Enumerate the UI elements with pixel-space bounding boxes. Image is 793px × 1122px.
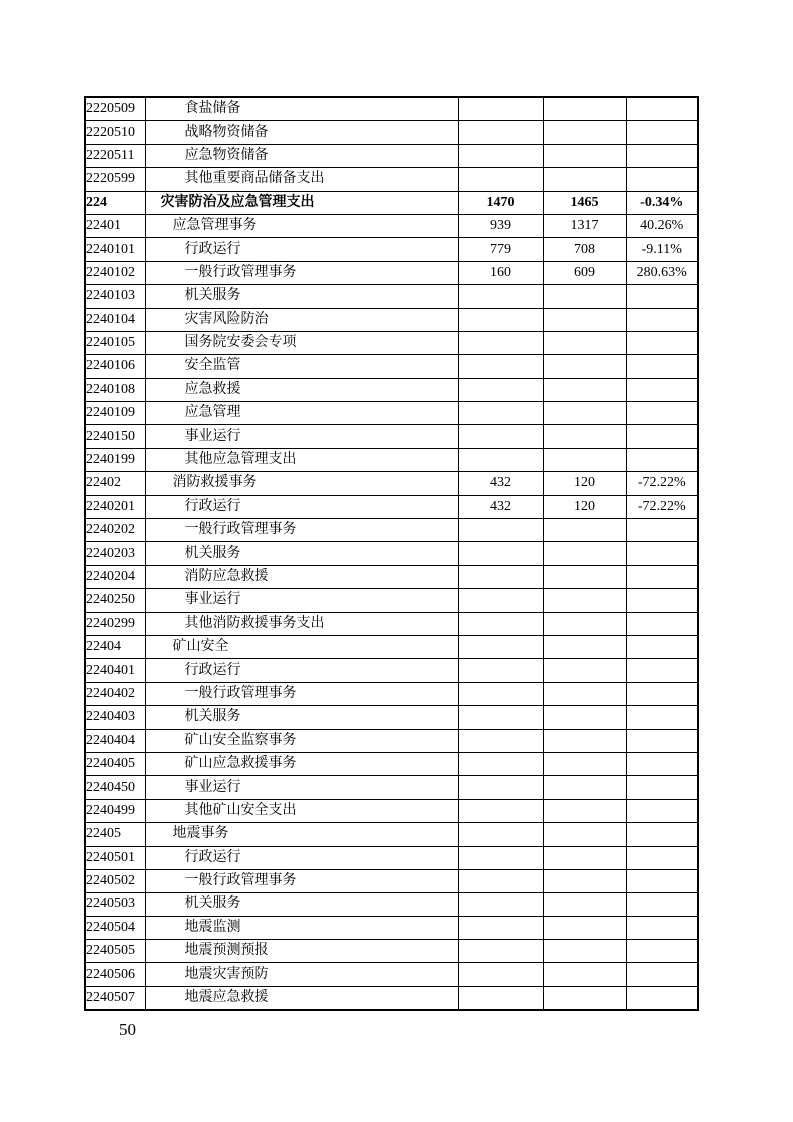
name-cell: 机关服务 <box>145 285 458 308</box>
value-cell: 120 <box>543 495 626 518</box>
value-cell <box>458 635 543 658</box>
code-cell: 2240507 <box>85 986 145 1010</box>
value-cell <box>626 402 698 425</box>
code-cell: 2240504 <box>85 916 145 939</box>
value-cell <box>543 776 626 799</box>
value-cell <box>458 285 543 308</box>
value-cell <box>543 799 626 822</box>
name-cell: 行政运行 <box>145 495 458 518</box>
name-cell: 地震应急救援 <box>145 986 458 1010</box>
value-cell <box>458 448 543 471</box>
value-cell <box>458 916 543 939</box>
name-cell: 消防救援事务 <box>145 472 458 495</box>
value-cell <box>543 963 626 986</box>
name-cell: 食盐储备 <box>145 97 458 121</box>
value-cell <box>543 823 626 846</box>
value-cell: 609 <box>543 261 626 284</box>
name-cell: 矿山应急救援事务 <box>145 752 458 775</box>
value-cell <box>626 97 698 121</box>
value-cell <box>626 963 698 986</box>
code-cell: 2240401 <box>85 659 145 682</box>
table-row <box>85 940 698 963</box>
code-cell: 2220599 <box>85 168 145 191</box>
value-cell <box>543 144 626 167</box>
table-row <box>85 308 698 331</box>
table-row <box>85 331 698 354</box>
code-cell: 2240506 <box>85 963 145 986</box>
value-cell <box>543 612 626 635</box>
table-row <box>85 542 698 565</box>
table-row <box>85 97 698 121</box>
name-cell: 地震事务 <box>145 823 458 846</box>
code-cell: 2240501 <box>85 846 145 869</box>
table-row <box>85 729 698 752</box>
code-cell: 2220510 <box>85 121 145 144</box>
code-cell: 2220509 <box>85 97 145 121</box>
name-cell: 灾害防治及应急管理支出 <box>145 191 458 214</box>
value-cell: -72.22% <box>626 472 698 495</box>
name-cell: 应急管理事务 <box>145 214 458 237</box>
value-cell <box>458 519 543 542</box>
value-cell <box>543 97 626 121</box>
budget-table <box>84 96 699 1011</box>
value-cell <box>626 752 698 775</box>
value-cell <box>458 565 543 588</box>
code-cell: 2240499 <box>85 799 145 822</box>
table-row <box>85 635 698 658</box>
name-cell: 机关服务 <box>145 706 458 729</box>
name-cell: 地震监测 <box>145 916 458 939</box>
value-cell: 432 <box>458 495 543 518</box>
table-row <box>85 168 698 191</box>
table-row <box>85 893 698 916</box>
value-cell <box>543 893 626 916</box>
value-cell <box>458 612 543 635</box>
code-cell: 2240101 <box>85 238 145 261</box>
name-cell: 国务院安委会专项 <box>145 331 458 354</box>
value-cell <box>458 308 543 331</box>
table-row <box>85 659 698 682</box>
code-cell: 2240104 <box>85 308 145 331</box>
value-cell <box>458 940 543 963</box>
value-cell <box>458 378 543 401</box>
table-row <box>85 495 698 518</box>
table-row <box>85 448 698 471</box>
value-cell <box>458 776 543 799</box>
value-cell <box>458 963 543 986</box>
value-cell <box>543 448 626 471</box>
name-cell: 应急救援 <box>145 378 458 401</box>
value-cell <box>543 308 626 331</box>
value-cell <box>626 776 698 799</box>
table-row <box>85 402 698 425</box>
table-row <box>85 472 698 495</box>
value-cell <box>543 706 626 729</box>
value-cell <box>626 565 698 588</box>
code-cell: 2220511 <box>85 144 145 167</box>
name-cell: 其他消防救援事务支出 <box>145 612 458 635</box>
table-row <box>85 191 698 214</box>
code-cell: 2240150 <box>85 425 145 448</box>
value-cell <box>626 121 698 144</box>
value-cell <box>458 682 543 705</box>
name-cell: 消防应急救援 <box>145 565 458 588</box>
value-cell <box>626 986 698 1010</box>
name-cell: 行政运行 <box>145 659 458 682</box>
value-cell <box>543 916 626 939</box>
table-row <box>85 682 698 705</box>
table-row <box>85 519 698 542</box>
code-cell: 2240199 <box>85 448 145 471</box>
code-cell: 2240450 <box>85 776 145 799</box>
code-cell: 2240505 <box>85 940 145 963</box>
code-cell: 224 <box>85 191 145 214</box>
value-cell <box>543 565 626 588</box>
value-cell <box>543 940 626 963</box>
value-cell <box>458 168 543 191</box>
table-row <box>85 285 698 308</box>
value-cell <box>543 635 626 658</box>
value-cell <box>458 893 543 916</box>
value-cell <box>626 378 698 401</box>
name-cell: 事业运行 <box>145 776 458 799</box>
page-number: 50 <box>119 1020 136 1039</box>
table-row <box>85 214 698 237</box>
code-cell: 2240103 <box>85 285 145 308</box>
value-cell <box>543 121 626 144</box>
value-cell <box>543 986 626 1010</box>
code-cell: 2240102 <box>85 261 145 284</box>
budget-table-body <box>85 97 698 1010</box>
code-cell: 22405 <box>85 823 145 846</box>
name-cell: 一般行政管理事务 <box>145 869 458 892</box>
name-cell: 应急管理 <box>145 402 458 425</box>
value-cell <box>458 823 543 846</box>
table-row <box>85 425 698 448</box>
name-cell: 地震灾害预防 <box>145 963 458 986</box>
code-cell: 2240204 <box>85 565 145 588</box>
table-row <box>85 846 698 869</box>
value-cell <box>626 635 698 658</box>
code-cell: 2240299 <box>85 612 145 635</box>
value-cell <box>626 916 698 939</box>
value-cell <box>458 846 543 869</box>
table-row <box>85 144 698 167</box>
code-cell: 2240403 <box>85 706 145 729</box>
value-cell <box>458 986 543 1010</box>
table-row <box>85 752 698 775</box>
value-cell <box>626 846 698 869</box>
code-cell: 22402 <box>85 472 145 495</box>
code-cell: 2240250 <box>85 589 145 612</box>
code-cell: 2240404 <box>85 729 145 752</box>
name-cell: 其他矿山安全支出 <box>145 799 458 822</box>
code-cell: 2240405 <box>85 752 145 775</box>
value-cell <box>626 659 698 682</box>
value-cell <box>458 542 543 565</box>
value-cell <box>626 308 698 331</box>
value-cell: 1465 <box>543 191 626 214</box>
value-cell <box>626 448 698 471</box>
value-cell <box>626 799 698 822</box>
value-cell <box>626 425 698 448</box>
name-cell: 行政运行 <box>145 238 458 261</box>
value-cell <box>458 799 543 822</box>
value-cell <box>458 144 543 167</box>
table-row <box>85 121 698 144</box>
value-cell <box>458 659 543 682</box>
value-cell <box>458 355 543 378</box>
value-cell <box>543 659 626 682</box>
value-cell <box>626 168 698 191</box>
value-cell: 160 <box>458 261 543 284</box>
value-cell <box>458 729 543 752</box>
value-cell <box>626 285 698 308</box>
table-row <box>85 963 698 986</box>
name-cell: 灾害风险防治 <box>145 308 458 331</box>
table-row <box>85 589 698 612</box>
table-row <box>85 869 698 892</box>
name-cell: 事业运行 <box>145 589 458 612</box>
table-row <box>85 916 698 939</box>
value-cell <box>626 612 698 635</box>
value-cell <box>626 331 698 354</box>
value-cell <box>543 682 626 705</box>
value-cell <box>543 542 626 565</box>
name-cell: 行政运行 <box>145 846 458 869</box>
name-cell: 地震预测预报 <box>145 940 458 963</box>
value-cell: 779 <box>458 238 543 261</box>
value-cell <box>626 869 698 892</box>
table-row <box>85 823 698 846</box>
value-cell <box>626 940 698 963</box>
value-cell <box>458 869 543 892</box>
value-cell <box>458 425 543 448</box>
value-cell <box>458 331 543 354</box>
value-cell <box>543 846 626 869</box>
table-row <box>85 238 698 261</box>
name-cell: 一般行政管理事务 <box>145 519 458 542</box>
name-cell: 安全监管 <box>145 355 458 378</box>
value-cell <box>626 893 698 916</box>
value-cell: -9.11% <box>626 238 698 261</box>
value-cell: 708 <box>543 238 626 261</box>
name-cell: 机关服务 <box>145 893 458 916</box>
value-cell: -72.22% <box>626 495 698 518</box>
value-cell: 1317 <box>543 214 626 237</box>
value-cell <box>458 752 543 775</box>
code-cell: 2240202 <box>85 519 145 542</box>
value-cell <box>626 355 698 378</box>
table-row <box>85 261 698 284</box>
value-cell <box>626 682 698 705</box>
value-cell <box>626 823 698 846</box>
table-row <box>85 565 698 588</box>
value-cell <box>543 869 626 892</box>
code-cell: 2240106 <box>85 355 145 378</box>
name-cell: 战略物资储备 <box>145 121 458 144</box>
value-cell <box>543 519 626 542</box>
value-cell <box>543 729 626 752</box>
name-cell: 其他应急管理支出 <box>145 448 458 471</box>
value-cell <box>458 97 543 121</box>
code-cell: 22401 <box>85 214 145 237</box>
value-cell: 40.26% <box>626 214 698 237</box>
table-row <box>85 986 698 1010</box>
table-row <box>85 706 698 729</box>
name-cell: 一般行政管理事务 <box>145 261 458 284</box>
value-cell <box>626 542 698 565</box>
code-cell: 2240503 <box>85 893 145 916</box>
code-cell: 2240201 <box>85 495 145 518</box>
value-cell: -0.34% <box>626 191 698 214</box>
name-cell: 其他重要商品储备支出 <box>145 168 458 191</box>
value-cell <box>543 589 626 612</box>
value-cell <box>543 402 626 425</box>
value-cell <box>543 355 626 378</box>
value-cell <box>626 144 698 167</box>
value-cell <box>543 425 626 448</box>
name-cell: 矿山安全 <box>145 635 458 658</box>
value-cell <box>458 402 543 425</box>
value-cell: 1470 <box>458 191 543 214</box>
value-cell <box>458 121 543 144</box>
name-cell: 矿山安全监察事务 <box>145 729 458 752</box>
value-cell <box>458 706 543 729</box>
code-cell: 2240108 <box>85 378 145 401</box>
value-cell <box>543 378 626 401</box>
value-cell <box>626 589 698 612</box>
name-cell: 事业运行 <box>145 425 458 448</box>
value-cell: 432 <box>458 472 543 495</box>
value-cell <box>543 285 626 308</box>
value-cell <box>626 729 698 752</box>
value-cell: 939 <box>458 214 543 237</box>
value-cell: 280.63% <box>626 261 698 284</box>
table-row <box>85 355 698 378</box>
table-row <box>85 378 698 401</box>
code-cell: 22404 <box>85 635 145 658</box>
code-cell: 2240502 <box>85 869 145 892</box>
value-cell <box>543 331 626 354</box>
value-cell <box>543 752 626 775</box>
name-cell: 一般行政管理事务 <box>145 682 458 705</box>
value-cell <box>626 519 698 542</box>
name-cell: 应急物资储备 <box>145 144 458 167</box>
code-cell: 2240203 <box>85 542 145 565</box>
code-cell: 2240402 <box>85 682 145 705</box>
code-cell: 2240105 <box>85 331 145 354</box>
table-row <box>85 799 698 822</box>
code-cell: 2240109 <box>85 402 145 425</box>
table-row <box>85 612 698 635</box>
value-cell <box>543 168 626 191</box>
value-cell: 120 <box>543 472 626 495</box>
table-row <box>85 776 698 799</box>
value-cell <box>458 589 543 612</box>
value-cell <box>626 706 698 729</box>
name-cell: 机关服务 <box>145 542 458 565</box>
